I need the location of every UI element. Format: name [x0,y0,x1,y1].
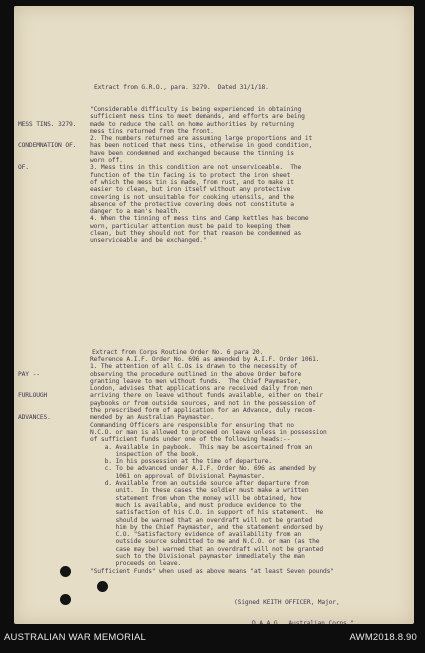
section2-margin-line: FURLOUGH [18,392,48,400]
body-line: outside source submitted to me and N.C.O. or man (as the [90,538,320,546]
body-line: arriving there on leave without funds available, either on their [90,392,324,400]
section2-body [90,356,334,575]
body-line: made to reduce the call on home authorities by returning [90,120,294,128]
body-line: mended by an Australian Paymaster. [90,414,214,422]
body-line: worn off. [90,157,123,165]
body-line: have been condemned and exchanged because the tinning is [90,149,294,157]
document-page [14,6,414,624]
section2-margin-heading [18,356,51,436]
body-line: "Sufficient Funds" when used as above means "at least Seven pounds" [90,567,334,575]
body-line: unserviceable and be exchanged." [90,237,207,245]
signature-line: (Signed KEITH OFFICER, Major, [234,598,340,606]
archive-footer [0,624,425,653]
punch-hole [60,594,71,605]
body-line: worn, particular attention must be paid to keeping them [90,222,291,230]
body-line: him by the Chief Paymaster, and the statement endorsed by [90,523,324,531]
body-line: Commanding Officers are responsible for ensuring that no [90,421,294,429]
section2-header: Extract from Corps Routine Order No. 6 para 20. [92,349,264,356]
body-line: 1. The attention of all C.Os is drawn to the necessity of [90,363,298,371]
body-line: function of the tin facing is to protect the iron sheet [90,171,291,179]
section2-margin-line: ADVANCES. [18,414,51,422]
body-line: statement from whom the money will be obtained, how [90,494,302,502]
section1-margin-line: MESS TINS. 3279. [18,120,77,128]
footer-accession-number: AWM2018.8.90 [349,632,417,643]
body-line: danger to a man's health. [90,208,182,216]
section1-header: Extract from G.R.O., para. 3279. Dated 31/1/18. [94,84,269,91]
body-line: 4. When the tinning of mess tins and Camp kettles has become [90,215,309,223]
section1-margin-line: OF. [18,164,29,172]
body-line: C.O. "Satisfactory evidence of availability from an [90,531,302,539]
body-line: easier to clean, but iron itself without any protective [90,186,291,194]
body-line: "Considerable difficulty is being experienced in obtaining [90,106,302,113]
body-line: 1061 on approval of Divisional Paymaster. [90,472,265,480]
body-line: paybooks or from outside sources, and not in the possession of [90,399,316,407]
section2-margin-line: PAY -- [18,370,40,378]
body-line: b. In his possession at the time of departure. [90,458,273,466]
body-line: d. Available from an outside source after departure from [90,480,309,488]
footer-institution: AUSTRALIAN WAR MEMORIAL [4,632,147,643]
body-line: clean, but they should not for that reason be condemned as [90,230,302,238]
body-line: absence of the protective covering does not constitute a [90,200,294,208]
punch-hole [97,581,108,592]
body-line: sufficient mess tins to meet demands, and efforts are being [90,113,305,121]
body-line: observing the procedure outlined in the above Order before [90,370,302,378]
body-line: London, advises that applications are received daily from men [90,385,313,393]
body-line: unit. In these cases the soldier must make a written [90,487,309,495]
body-line: covering is not unsuitable for cooking utensils, and the [90,193,294,201]
body-line: 2. The numbers returned are assuming large proportions and it [90,135,313,143]
body-line: a. Available in paybook. This may be ascertained from an [90,443,313,451]
body-line: c. To be advanced under A.I.F. Order No. 696 as amended by [90,465,316,473]
body-line: granting leave to men without funds. The Chief Paymaster, [90,377,302,385]
body-line: Reference A.I.F. Order No. 696 as amended by A.I.F. Order 1061. [90,356,320,363]
body-line: much is available, and must produce evidence to the [90,501,302,509]
body-line: of which the mess tin is made, from rust, and to make it [90,178,294,186]
body-line: proceeds on leave. [90,560,182,568]
body-line: has been noticed that mess tins, otherwise in good condition, [90,142,313,150]
body-line: case may be) warned that an overdraft will not be granted [90,545,324,553]
body-line: should be warned that an overdraft will not be granted [90,516,313,524]
section1-body [90,106,312,245]
body-line: mess tins returned from the front. [90,127,214,135]
body-line: of sufficient funds under one of the following heads:-- [90,436,291,444]
body-line: satisfaction of his C.O. in support of his statement. He [90,509,324,517]
section1-margin-line: CONDEMNATION OF. [18,142,77,150]
section1-margin-heading [18,106,76,186]
punch-hole [60,566,71,577]
body-line: inspection of the book. [90,450,200,458]
body-line: such to the Divisional paymaster immediately the man [90,553,305,561]
body-line: N.C.O. or man is allowed to proceed on leave unless in possession [90,428,327,436]
body-line: 3. Mess tins in this condition are not unserviceable. The [90,164,302,172]
body-line: the prescribed form of application for an Advance, duly recom- [90,407,316,415]
